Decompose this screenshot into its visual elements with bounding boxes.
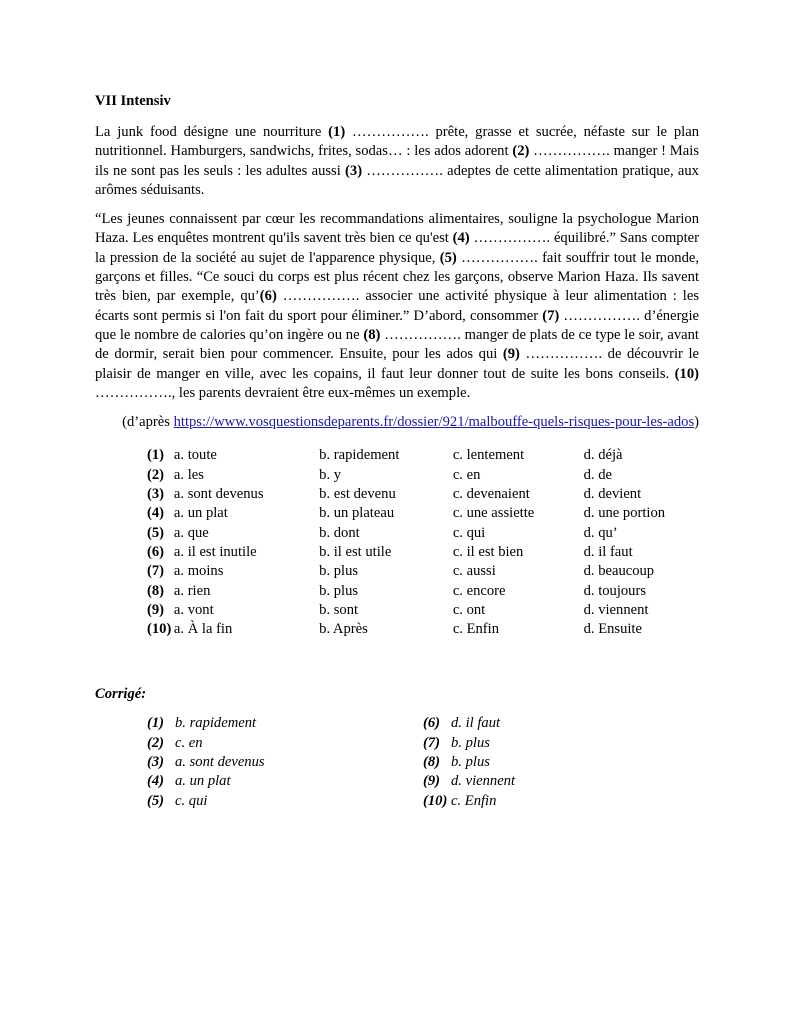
option-b: b. est devenu <box>319 486 396 503</box>
answer-text: a. un plat <box>175 773 231 790</box>
option-a: a. moins <box>173 563 224 580</box>
option-a: a. il est inutile <box>173 543 257 560</box>
option-number: (1) <box>147 447 165 464</box>
answer-row <box>423 734 699 753</box>
document-page <box>95 92 699 811</box>
option-d: d. toujours <box>583 582 647 599</box>
answer-number: (2) <box>147 734 165 751</box>
answer-row <box>147 772 423 791</box>
option-c: c. encore <box>452 582 506 599</box>
answer-key-right <box>423 714 699 810</box>
option-d: d. il faut <box>583 543 633 560</box>
answer-number: (8) <box>423 754 441 771</box>
answer-number: (1) <box>147 715 165 732</box>
option-b: b. plus <box>319 582 359 599</box>
blank-number: (2) <box>512 143 530 160</box>
option-a: a. sont devenus <box>173 486 264 503</box>
source-link[interactable]: https://www.vosquestionsdeparents.fr/dossier/921/malbouffe-quels-risques-pour-les-ados <box>173 414 695 431</box>
answer-text: b. plus <box>451 734 490 751</box>
text-segment: ……………. manger de plats de ce type le soir, avant de dormir, serait bien pour commencer. Ensuite, pour les ados qui <box>95 326 699 363</box>
answer-number: (3) <box>147 754 165 771</box>
option-a: a. toute <box>173 447 217 464</box>
answer-text: c. qui <box>175 792 208 809</box>
option-row <box>147 485 699 504</box>
text-segment: ……………. prête, grasse et sucrée, néfaste sur le plan nutritionnel. Hamburgers, sandwichs, frites, sodas… : les ados adorent <box>95 124 699 160</box>
text-segment: ……………. adeptes de cette alimentation pratique, aux arômes séduisants. <box>95 162 699 198</box>
blank-number: (5) <box>439 249 457 266</box>
option-row <box>147 543 699 562</box>
answer-text: d. viennent <box>451 773 516 790</box>
source-suffix: ) <box>694 414 699 431</box>
option-c: c. aussi <box>452 563 496 580</box>
answer-row <box>147 753 423 772</box>
option-c: c. ont <box>452 601 486 618</box>
option-c: c. devenaient <box>452 486 530 503</box>
option-d: d. une portion <box>583 505 666 522</box>
option-b: b. il est utile <box>319 543 392 560</box>
option-number: (3) <box>147 486 165 503</box>
text-segment: ……………. de découvrir le plaisir de manger en ville, avec les copains, il faut leur donner tout de suite les bons conseils. <box>95 346 699 382</box>
blank-number: (10) <box>674 365 699 382</box>
option-b: b. plus <box>319 563 359 580</box>
option-row <box>147 446 699 465</box>
option-c: c. en <box>452 466 481 483</box>
option-b: b. dont <box>319 524 360 541</box>
text-segment: ……………. équilibré.” Sans compter la pression de la société au sujet de l'apparence physique, <box>95 230 699 266</box>
paragraph-2 <box>95 210 699 403</box>
answer-text: a. sont devenus <box>175 754 265 771</box>
answer-text: b. plus <box>451 754 490 771</box>
option-d: d. Ensuite <box>583 621 642 638</box>
option-c: c. Enfin <box>452 621 500 638</box>
option-a: a. vont <box>173 601 214 618</box>
answer-number: (7) <box>423 734 441 751</box>
answer-row <box>423 753 699 772</box>
option-d: d. devient <box>583 486 642 503</box>
answer-number: (10) <box>423 792 448 809</box>
answer-key <box>147 714 699 810</box>
text-segment: ……………. fait souffrir tout le monde, garçons et filles. “Ce souci du corps est plus récent chez les garçons, observe Marion Haza. Ils savent très bien, par exemple, qu’ <box>95 249 700 305</box>
text-segment: ……………., les parents devraient être eux-mêmes un exemple. <box>95 384 471 401</box>
option-a: a. À la fin <box>173 621 233 638</box>
text-segment: “Les jeunes connaissent par cœur les recommandations alimentaires, souligne la psychologue Marion Haza. Les enquêtes montrent qu'ils savent très bien ce qu'est <box>95 211 699 247</box>
option-row <box>147 466 699 485</box>
answer-text: d. il faut <box>451 715 501 732</box>
paragraph-1 <box>95 123 699 200</box>
option-row <box>147 582 699 601</box>
option-d: d. qu’ <box>583 524 618 541</box>
option-a: a. les <box>173 466 204 483</box>
answer-row <box>147 792 423 811</box>
option-number: (7) <box>147 563 165 580</box>
option-row <box>147 562 699 581</box>
answer-number: (6) <box>423 715 441 732</box>
option-row <box>147 524 699 543</box>
option-c: c. lentement <box>452 447 525 464</box>
answer-key-title: Corrigé: <box>95 686 147 703</box>
option-number: (2) <box>147 466 165 483</box>
text-segment: ……………. associer une activité physique à leur alimentation : les écarts sont permis si l'on fait du sport pour éliminer.” D’abord, consommer <box>95 288 699 324</box>
answer-row <box>423 772 699 791</box>
text-segment: ……………. manger ! Mais ils ne sont pas les seuls : les adultes aussi <box>95 143 699 179</box>
answer-number: (9) <box>423 773 441 790</box>
answer-text: c. Enfin <box>451 792 497 809</box>
answer-row <box>423 792 699 811</box>
option-c: c. une assiette <box>452 505 535 522</box>
option-a: a. que <box>173 524 209 541</box>
text-segment: La junk food désigne une nourriture <box>95 124 329 140</box>
option-b: b. sont <box>319 601 359 618</box>
option-number: (10) <box>147 621 172 638</box>
option-d: d. viennent <box>583 601 649 618</box>
option-row <box>147 504 699 523</box>
source-citation <box>95 413 699 432</box>
option-b: b. rapidement <box>319 447 400 464</box>
option-d: d. déjà <box>583 447 623 464</box>
option-number: (6) <box>147 543 165 560</box>
option-row <box>147 620 699 639</box>
option-b: b. y <box>319 466 342 483</box>
option-b: b. un plateau <box>319 505 395 522</box>
answer-number: (4) <box>147 773 165 790</box>
option-a: a. rien <box>173 582 211 599</box>
option-number: (5) <box>147 524 165 541</box>
options-table <box>147 446 699 639</box>
option-b: b. Après <box>319 621 368 638</box>
answer-row <box>423 714 699 733</box>
option-number: (8) <box>147 582 165 599</box>
blank-number: (9) <box>502 346 520 363</box>
answer-key-left <box>147 714 423 810</box>
blank-number: (3) <box>345 162 363 179</box>
option-c: c. il est bien <box>452 543 524 560</box>
blank-number: (6) <box>259 288 277 305</box>
text-segment: ……………. d’énergie que le nombre de calories qu’on ingère ou ne <box>95 307 700 343</box>
option-c: c. qui <box>452 524 486 541</box>
blank-number: (7) <box>542 307 560 324</box>
answer-row <box>147 714 423 733</box>
blank-number: (1) <box>328 124 346 140</box>
option-number: (4) <box>147 505 165 522</box>
option-number: (9) <box>147 601 165 618</box>
answer-text: c. en <box>175 734 203 751</box>
option-d: d. de <box>583 466 612 483</box>
exercise-title: VII Intensiv <box>95 93 171 109</box>
option-d: d. beaucoup <box>583 563 655 580</box>
blank-number: (4) <box>452 230 470 247</box>
option-a: a. un plat <box>173 505 228 522</box>
source-prefix: (d’après <box>122 414 174 431</box>
option-row <box>147 601 699 620</box>
answer-row <box>147 734 423 753</box>
answer-number: (5) <box>147 792 165 809</box>
answer-text: b. rapidement <box>175 715 257 732</box>
blank-number: (8) <box>363 326 381 343</box>
